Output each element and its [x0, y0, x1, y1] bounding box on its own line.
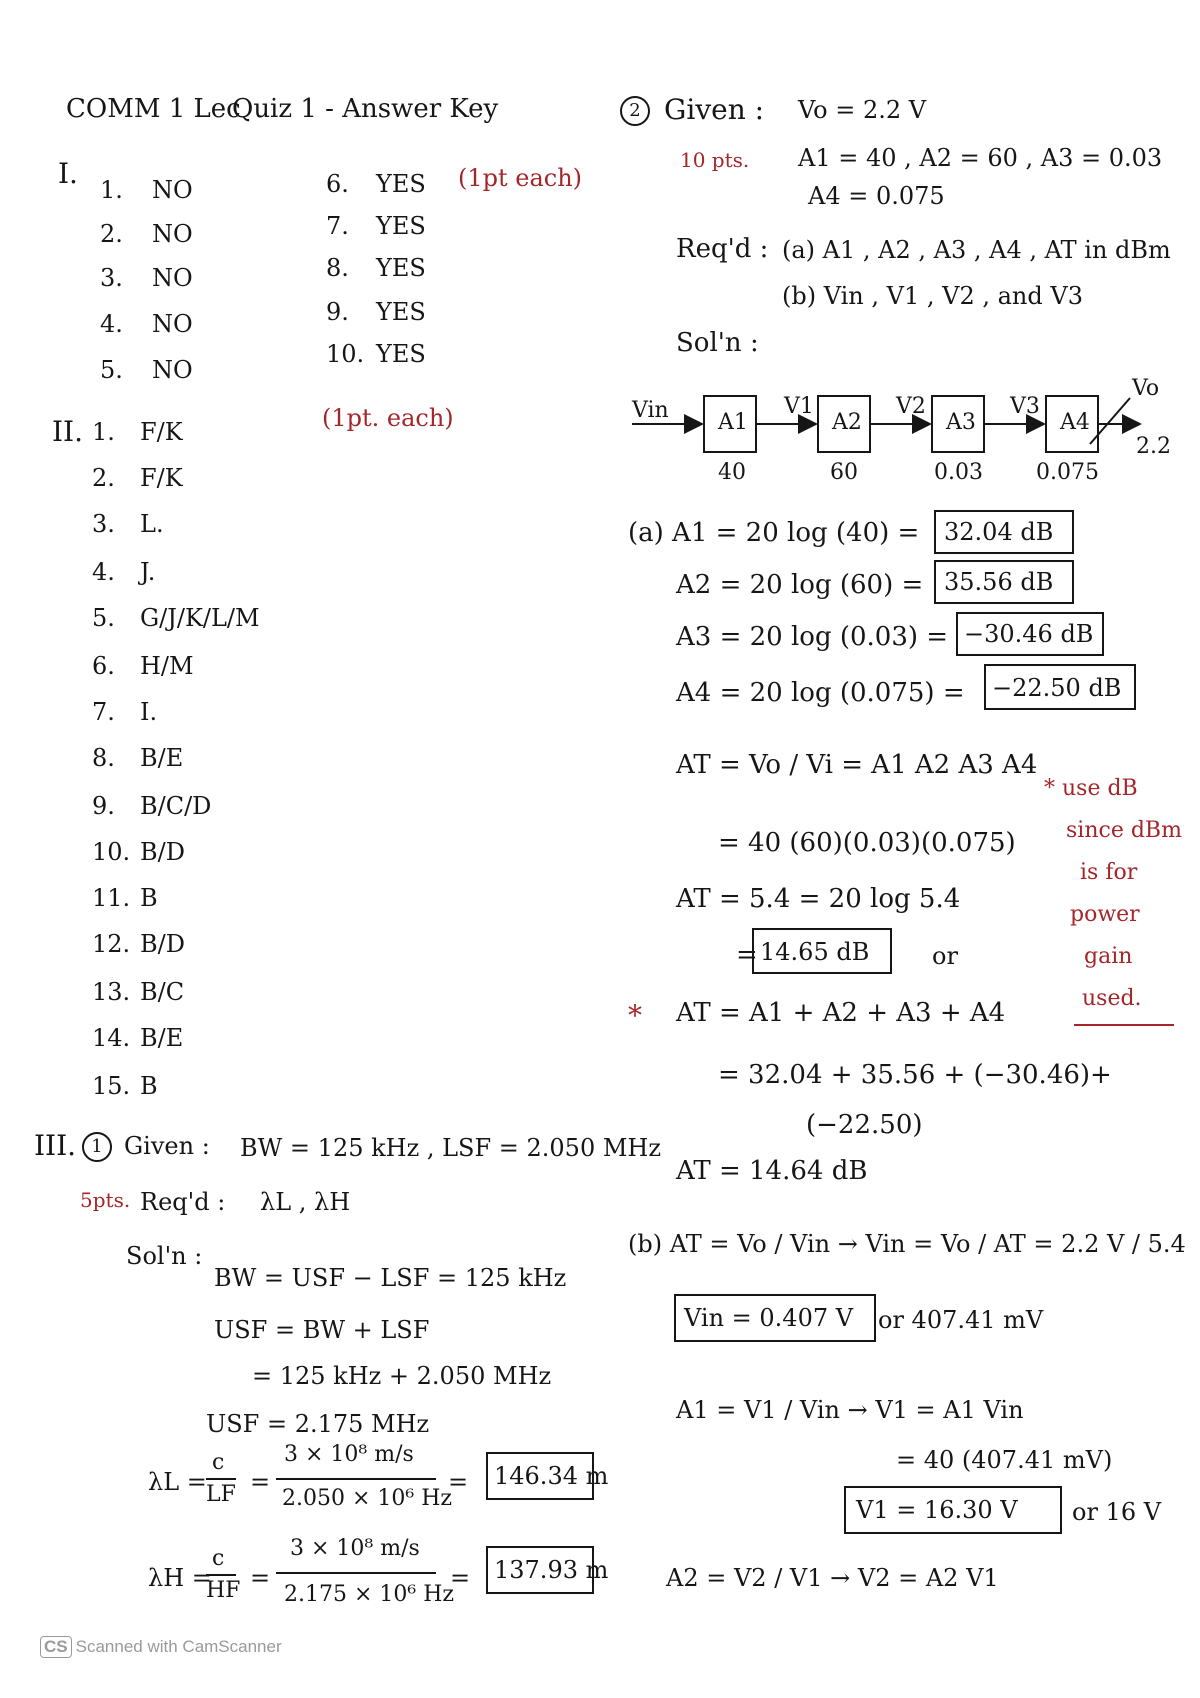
at-line-3: AT = 5.4 = 20 log 5.4: [676, 884, 961, 914]
part2-item-answer: B/E: [140, 1024, 184, 1052]
part1-item-number: 6.: [326, 170, 349, 198]
part1-item-answer: NO: [152, 310, 193, 338]
note-underline: [1074, 1024, 1174, 1026]
note-line-2: since dBm: [1066, 818, 1182, 843]
stage-2-out: V2: [896, 394, 926, 419]
part1-item-number: 8.: [326, 254, 349, 282]
lambda-l-c: c: [212, 1450, 225, 1475]
p1-line-1: BW = USF − LSF = 125 kHz: [214, 1264, 567, 1292]
p2-points: 10 pts.: [680, 148, 750, 172]
page-title: Quiz 1 - Answer Key: [232, 94, 499, 124]
part2-item-number: 7.: [92, 698, 115, 726]
part2-item-number: 9.: [92, 792, 115, 820]
lambda-h-answer: 137.93 m: [494, 1556, 609, 1584]
part1-item-answer: NO: [152, 264, 193, 292]
at-line-6: = 32.04 + 35.56 + (−30.46)+: [718, 1060, 1112, 1090]
lambda-h-num: 3 × 10⁸ m/s: [290, 1536, 420, 1561]
part2-item-number: 15.: [92, 1072, 131, 1100]
part1-item-number: 3.: [100, 264, 123, 292]
lambda-l-num: 3 × 10⁸ m/s: [284, 1442, 414, 1467]
stage-3-label: A3: [946, 410, 976, 435]
part2-points: (1pt. each): [322, 404, 454, 432]
problem1-number: 1: [82, 1132, 112, 1162]
part1-label: I.: [58, 157, 78, 190]
part1-item-answer: YES: [376, 298, 426, 326]
a4-answer: −22.50 dB: [992, 674, 1122, 702]
part2-item-answer: F/K: [140, 464, 183, 492]
at-line-8: AT = 14.64 dB: [676, 1156, 868, 1186]
part3-label: III.: [34, 1129, 77, 1162]
part1-item-answer: YES: [376, 254, 426, 282]
lambda-h-lhs: λH =: [148, 1564, 212, 1592]
part2-item-answer: I.: [140, 698, 158, 726]
watermark-text: Scanned with CamScanner: [75, 1637, 282, 1656]
part2-item-number: 5.: [92, 604, 115, 632]
part2-item-number: 3.: [92, 510, 115, 538]
at-line-5: AT = A1 + A2 + A3 + A4: [676, 998, 1006, 1028]
part1-item-answer: YES: [376, 340, 426, 368]
v1-alt: or 16 V: [1072, 1498, 1162, 1526]
diagram-vo: Vo: [1132, 376, 1160, 401]
lambda-h-hf: HF: [206, 1578, 241, 1603]
p1-given: BW = 125 kHz , LSF = 2.050 MHz: [240, 1134, 661, 1162]
part2-item-number: 8.: [92, 744, 115, 772]
part1-item-number: 5.: [100, 356, 123, 384]
part2-item-number: 1.: [92, 418, 115, 446]
lambda-h-bar-1: [206, 1574, 236, 1576]
at-line-7: (−22.50): [806, 1110, 923, 1140]
part2-item-answer: B/D: [140, 838, 185, 866]
a2-expr: A2 = 20 log (60) =: [676, 570, 924, 600]
part1-item-number: 2.: [100, 220, 123, 248]
part2-item-number: 4.: [92, 558, 115, 586]
a1-relation: A1 = V1 / Vin → V1 = A1 Vin: [676, 1396, 1024, 1424]
stage-1-gain: 40: [718, 460, 746, 485]
note-line-3: is for: [1080, 860, 1138, 885]
stage-2-label: A2: [832, 410, 862, 435]
part2-item-answer: B/E: [140, 744, 184, 772]
v1-calc: = 40 (407.41 mV): [896, 1446, 1113, 1474]
p1-points: 5pts.: [80, 1188, 131, 1212]
p1-line-3: = 125 kHz + 2.050 MHz: [252, 1362, 552, 1390]
lambda-l-bar-1: [206, 1478, 236, 1480]
lambda-l-den: 2.050 × 10⁶ Hz: [282, 1486, 452, 1511]
part2-label: II.: [52, 415, 84, 448]
vin-answer: Vin = 0.407 V: [684, 1304, 854, 1332]
a1-expr: (a) A1 = 20 log (40) =: [628, 518, 920, 548]
part2-item-number: 14.: [92, 1024, 131, 1052]
lambda-l-lhs: λL =: [148, 1468, 207, 1496]
at-star: *: [628, 999, 642, 1032]
at-line-1: AT = Vo / Vi = A1 A2 A3 A4: [676, 750, 1038, 780]
v1-answer: V1 = 16.30 V: [856, 1496, 1018, 1524]
part2-item-answer: B/C: [140, 978, 185, 1006]
a3-expr: A3 = 20 log (0.03) =: [676, 622, 949, 652]
part2-item-answer: G/J/K/L/M: [140, 604, 260, 632]
note-line-1: * use dB: [1044, 776, 1138, 801]
note-line-4: power: [1070, 902, 1140, 927]
part2-item-answer: B/C/D: [140, 792, 212, 820]
lambda-h-c: c: [212, 1546, 225, 1571]
part2-item-number: 13.: [92, 978, 131, 1006]
lambda-h-den: 2.175 × 10⁶ Hz: [284, 1582, 454, 1607]
scanner-watermark: [40, 1636, 282, 1658]
part2-item-number: 6.: [92, 652, 115, 680]
p1-line-4: USF = 2.175 MHz: [206, 1410, 430, 1438]
lambda-h-bar-2: [276, 1572, 436, 1574]
at-line-4-eq: =: [736, 940, 758, 970]
p2-reqd-label: Req'd :: [676, 234, 769, 264]
stage-1-label: A1: [718, 410, 748, 435]
part2-item-number: 12.: [92, 930, 131, 958]
at-or: or: [932, 942, 958, 970]
part2-item-number: 11.: [92, 884, 131, 912]
eq-sign: =: [250, 1468, 271, 1496]
course-code: COMM 1 Lec: [66, 94, 241, 124]
part1-item-answer: YES: [376, 212, 426, 240]
diagram-vo-value: 2.2: [1136, 434, 1171, 459]
stage-3-gain: 0.03: [934, 460, 983, 485]
part2-item-answer: B: [140, 884, 158, 912]
note-line-6: used.: [1082, 986, 1142, 1011]
vin-alt: or 407.41 mV: [878, 1306, 1044, 1334]
part1-item-answer: NO: [152, 220, 193, 248]
a3-answer: −30.46 dB: [964, 620, 1094, 648]
at-line-2: = 40 (60)(0.03)(0.075): [718, 828, 1016, 858]
diagram-vin: Vin: [632, 398, 669, 423]
p1-soln-label: Sol'n :: [126, 1242, 203, 1270]
a2-relation: A2 = V2 / V1 → V2 = A2 V1: [666, 1564, 999, 1592]
lambda-l-answer: 146.34 m: [494, 1462, 609, 1490]
part2-item-answer: F/K: [140, 418, 183, 446]
stage-2-gain: 60: [830, 460, 858, 485]
part2-item-answer: J.: [140, 558, 156, 586]
camscanner-logo-icon: CS: [40, 1636, 72, 1658]
stage-4-gain: 0.075: [1036, 460, 1099, 485]
problem2-number: 2: [620, 96, 650, 126]
part1-points: (1pt each): [458, 164, 583, 192]
part2-item-number: 2.: [92, 464, 115, 492]
p1-line-2: USF = BW + LSF: [214, 1316, 430, 1344]
p2-reqd-2: (b) Vin , V1 , V2 , and V3: [782, 282, 1083, 310]
part2-item-answer: L.: [140, 510, 164, 538]
note-line-5: gain: [1084, 944, 1133, 969]
eq-sign: =: [450, 1564, 471, 1592]
part2-item-number: 10.: [92, 838, 131, 866]
part1-item-number: 7.: [326, 212, 349, 240]
a4-expr: A4 = 20 log (0.075) =: [676, 678, 965, 708]
strike-mark: [1090, 398, 1130, 444]
p2-reqd-1: (a) A1 , A2 , A3 , A4 , AT in dBm: [782, 236, 1171, 264]
part2-item-answer: H/M: [140, 652, 194, 680]
p2-soln-label: Sol'n :: [676, 328, 759, 358]
p2-given-3: A4 = 0.075: [808, 182, 945, 210]
part1-item-answer: YES: [376, 170, 426, 198]
p2-given-label: Given :: [664, 93, 765, 126]
lambda-l-bar-2: [276, 1478, 436, 1480]
part2-item-answer: B: [140, 1072, 158, 1100]
part1-item-number: 4.: [100, 310, 123, 338]
p1-reqd-label: Req'd :: [140, 1188, 226, 1216]
p1-given-label: Given :: [124, 1132, 210, 1160]
part1-item-answer: NO: [152, 356, 193, 384]
stage-1-out: V1: [784, 394, 814, 419]
part2-item-answer: B/D: [140, 930, 185, 958]
eq-sign: =: [448, 1468, 469, 1496]
stage-4-label: A4: [1060, 410, 1090, 435]
eq-sign: =: [250, 1564, 271, 1592]
at-answer: 14.65 dB: [760, 938, 870, 966]
p2-given-2: A1 = 40 , A2 = 60 , A3 = 0.03: [798, 144, 1163, 172]
p1-reqd: λL , λH: [260, 1188, 351, 1216]
a1-answer: 32.04 dB: [944, 518, 1054, 546]
a2-answer: 35.56 dB: [944, 568, 1054, 596]
part1-item-number: 10.: [326, 340, 365, 368]
part1-item-number: 1.: [100, 176, 123, 204]
part1-item-answer: NO: [152, 176, 193, 204]
b-line-1: (b) AT = Vo / Vin → Vin = Vo / AT = 2.2 V / 5.4: [628, 1230, 1186, 1258]
p2-given-1: Vo = 2.2 V: [798, 96, 927, 124]
lambda-l-lf: LF: [206, 1482, 236, 1507]
stage-3-out: V3: [1010, 394, 1040, 419]
part1-item-number: 9.: [326, 298, 349, 326]
